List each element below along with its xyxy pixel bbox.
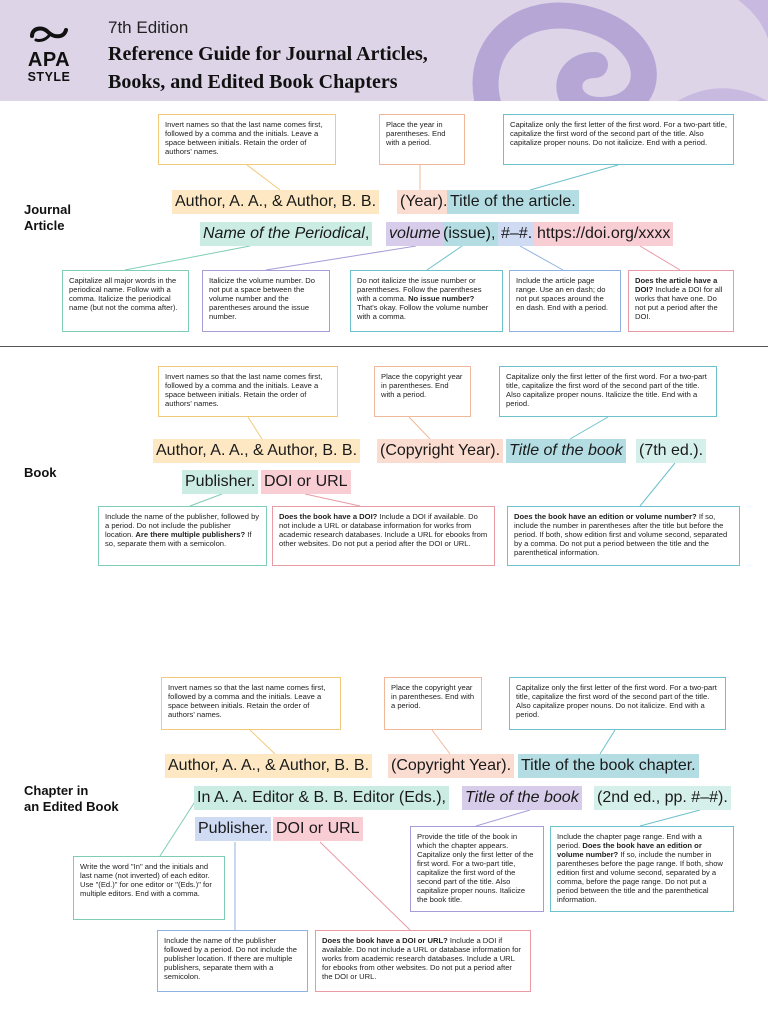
note-text: Include a DOI if available. Do not include a URL or database information for works from academic research databases. Include a URL for ebooks from other websites. Do not put a period after the DOI or URL. (322, 936, 521, 981)
note-text: If so, separate them with a semicolon. (105, 530, 252, 548)
chapter-book-title (462, 786, 582, 810)
note-question: Does the article have a DOI? (635, 276, 718, 294)
book-title (506, 439, 626, 463)
note-chapter-publisher: Include the name of the publisher followed by a period. Do not include the publisher location. If there are multiple publishers, separate them with a semicolon. (157, 930, 308, 992)
note-text: If so, include the number in parentheses after the title but before the period. If both, show edition first and volume second, separated by a comma. Do not put a period between the title and the parenthetical information. (514, 512, 728, 557)
note-journal-volume: Italicize the volume number. Do not put a space between the volume number and the parentheses around the issue number. (202, 270, 330, 332)
note-text: Include the chapter page range. End with a period. (557, 832, 702, 850)
section-label-line: Journal (24, 202, 71, 217)
note-text: Include a DOI if available. Do not include a URL or database information for works from academic research databases. Include a URL for ebooks from other websites. Do not put a period after the DOI or URL. (279, 512, 488, 548)
chapter-title: Title of the book chapter. (518, 754, 699, 778)
note-chapter-book-title: Provide the title of the book in which the chapter appears. Capitalize only the first letter of the first word. For a two-part title, capitalize the first word of the second part of the title. Also capitalize proper nouns. Italicize the book title. (410, 826, 544, 912)
book-title-text: Title of the book (509, 442, 623, 459)
note-journal-issue (350, 270, 503, 332)
note-book-publisher (98, 506, 267, 566)
book-doi: DOI or URL (261, 470, 351, 494)
apa-swirl-icon (28, 22, 72, 44)
journal-volume (386, 222, 444, 246)
decorative-swirl-graphic (430, 0, 768, 101)
section-label-line: Article (24, 218, 65, 233)
page-title-line-1: Reference Guide for Journal Articles, (108, 43, 428, 65)
note-journal-authors: Invert names so that the last name comes first, followed by a comma and the initials. Leave a space between initials. Retain the order of authors' names. (158, 114, 336, 165)
note-chapter-pages (550, 826, 734, 912)
note-book-edition (507, 506, 740, 566)
note-text: Include a DOI for all works that have one. Do not put a period after the DOI. (635, 285, 723, 321)
header-banner (0, 0, 768, 101)
note-journal-title: Capitalize only the first letter of the first word. For a two-part title, capitalize the first word of the second part of the title. Also capitalize proper nouns. Do not italicize. End with a period. (503, 114, 734, 165)
note-text: That's okay. Follow the volume number with a comma. (357, 303, 489, 321)
book-edition: (7th ed.). (636, 439, 706, 463)
note-chapter-title: Capitalize only the first letter of the first word. For a two-part title, capitalize the first word of the second part of the title. Also capitalize proper nouns. Do not italicize. End with a period. (509, 677, 726, 730)
chapter-publisher: Publisher. (195, 817, 271, 841)
chapter-edition-pages: (2nd ed., pp. #–#). (594, 786, 731, 810)
note-question: Does the book have a DOI? (279, 512, 378, 521)
section-divider (0, 346, 768, 347)
note-journal-pages: Include the article page range. Use an en dash; do not put spaces around the en dash. End with a period. (509, 270, 621, 332)
chapter-year: (Copyright Year). (388, 754, 514, 778)
journal-author: Author, A. A., & Author, B. B. (172, 190, 379, 214)
book-author: Author, A. A., & Author, B. B. (153, 439, 360, 463)
book-publisher: Publisher. (182, 470, 258, 494)
journal-title: Title of the article. (447, 190, 579, 214)
journal-issue: (issue), (443, 222, 498, 246)
note-book-authors: Invert names so that the last name comes first, followed by a comma and the initials. Leave a space between initials. Retain the order of authors' names. (158, 366, 338, 417)
note-question: No issue number? (408, 294, 475, 303)
journal-volume-text: volume (389, 225, 441, 242)
note-book-doi (272, 506, 495, 566)
note-journal-year: Place the year in parentheses. End with a period. (379, 114, 465, 165)
note-chapter-doi (315, 930, 531, 992)
chapter-author: Author, A. A., & Author, B. B. (165, 754, 372, 778)
book-year: (Copyright Year). (377, 439, 503, 463)
note-text: Do not italicize the issue number or parentheses. Follow the parentheses with a comma. (357, 276, 482, 303)
journal-periodical-name: Name of the Periodical (203, 225, 365, 242)
journal-year: (Year). (397, 190, 450, 214)
section-label-book: Book (24, 465, 57, 480)
note-text: Include the name of the publisher, followed by a period. Do not include the publisher location. (105, 512, 260, 539)
note-chapter-year: Place the copyright year in parentheses. End with a period. (384, 677, 482, 730)
note-journal-periodical: Capitalize all major words in the periodical name. Follow with a comma. Italicize the periodical name (but not the comma after). (62, 270, 189, 332)
page-title-line-2: Books, and Edited Book Chapters (108, 71, 398, 93)
note-chapter-editors: Write the word "In" and the initials and last name (not inverted) of each editor. Use "(Ed.)" for one editor or "(Eds.)" for multiple editors. End with a comma. (73, 856, 225, 920)
note-book-title: Capitalize only the first letter of the first word. For a two-part title, capitalize the first word of the second part of the title. Also capitalize proper nouns. Italicize the title. End with a period. (499, 366, 717, 417)
chapter-book-title-text: Title of the book (465, 789, 579, 806)
section-label-line: Chapter in (24, 783, 89, 798)
section-label-journal-article (24, 202, 71, 234)
journal-pages: #–#. (498, 222, 535, 246)
note-question: Does the book have an edition or volume number? (514, 512, 697, 521)
note-chapter-authors: Invert names so that the last name comes first, followed by a comma and the initials. Leave a space between initials. Retain the order of authors' names. (161, 677, 341, 730)
logo-subword: STYLE (27, 70, 71, 84)
note-journal-doi (628, 270, 734, 332)
note-question: Are there multiple publishers? (135, 530, 246, 539)
chapter-doi: DOI or URL (273, 817, 363, 841)
journal-periodical-comma: , (364, 225, 370, 242)
section-label-line: an Edited Book (24, 799, 119, 814)
note-text: If so, include the number in parentheses before the page range. If both, show edition first and volume second, separated by a comma, before the page range. Do not put a period between the title and the parenthetical information. (557, 850, 723, 904)
logo-word: APA (27, 49, 71, 71)
note-question: Does the book have a DOI or URL? (322, 936, 448, 945)
note-book-year: Place the copyright year in parentheses. End with a period. (374, 366, 471, 417)
section-label-chapter (24, 783, 119, 815)
note-question: Does the book have an edition or volume number? (557, 841, 702, 859)
journal-periodical (200, 222, 372, 246)
journal-doi: https://doi.org/xxxx (534, 222, 673, 246)
edition-label: 7th Edition (108, 18, 189, 37)
chapter-editors: In A. A. Editor & B. B. Editor (Eds.), (194, 786, 449, 810)
